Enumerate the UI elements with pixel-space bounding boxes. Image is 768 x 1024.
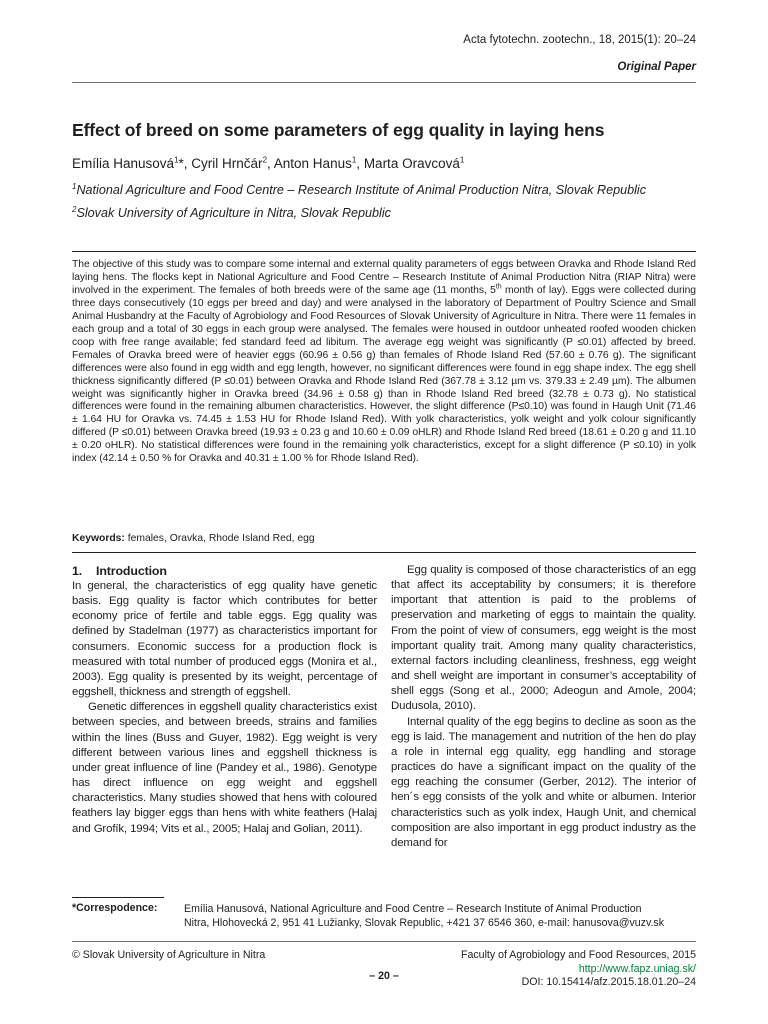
correspondence-line: Emília Hanusová, National Agriculture and Food Centre – Research Institute of Animal Production bbox=[184, 903, 642, 915]
affiliation-sup: 1 bbox=[72, 181, 77, 191]
paragraph: Internal quality of the egg begins to decline as soon as the egg is laid. The management and nutrition of the hen do play a role in internal egg quality, egg handling and storage practices do have a significant impact on the quality of the egg reaching the consumer (Gerber, 2012). The interior of hen´s egg consists of the yolk and white or albumen. Interior characteristics such as yolk index, Haugh Unit, and chemical composition are also important in egg product industry as the demand for bbox=[391, 715, 696, 849]
author-affiliation-sup: 2 bbox=[262, 155, 268, 165]
author-name: Cyril Hrnčár bbox=[191, 156, 263, 171]
footer-divider bbox=[72, 941, 696, 942]
author-list: Emília Hanusová$^1$*, Cyril Hrnčár$^2$, Anton Hanus$^1$, Marta Oravcová$^1$ bbox=[72, 155, 465, 171]
corresponding-mark: * bbox=[178, 156, 184, 171]
affiliation-1 bbox=[72, 181, 646, 199]
keywords-text: females, Oravka, Rhode Island Red, egg bbox=[124, 533, 315, 544]
paragraph: Genetic differences in eggshell quality characteristics exist between species, and between breeds, strains and families within the lines (Buss and Guyer, 1982). Egg weight is very different between various lines and eggshell thickness is under great influence of line (Pandey et al., 1986). Genotype has direct influence on egg weight and eggshell characteristics. Many studies showed that hens with coloured feathers lay bigger eggs than hens with white feathers (Halaj and Grofík, 1994; Vits et al., 2005; Halaj and Golian, 2011). bbox=[72, 701, 377, 835]
page-number: – 20 – bbox=[369, 970, 399, 982]
footer-doi: DOI: 10.15414/afz.2015.18.01.20–24 bbox=[521, 976, 696, 989]
abstract bbox=[72, 259, 696, 466]
paragraph: In general, the characteristics of egg quality have genetic basis. Egg quality is factor which contributes for better economy price of fertile and table eggs. Egg quality was defined by Stadelman (1977) as characteristics important for consumers. Economic success for a production flock is measured with total number of produced eggs (Monira et al., 2003). Egg quality is presented by its weight, percentage of eggshell, thickness and strength of eggshell. bbox=[72, 580, 377, 699]
author-affiliation-sup: 1 bbox=[174, 155, 179, 165]
correspondence-divider bbox=[72, 897, 164, 898]
affiliation-text: Slovak University of Agriculture in Nitra, Slovak Republic bbox=[76, 206, 391, 220]
footer-copyright: © Slovak University of Agriculture in Nitra bbox=[72, 949, 266, 961]
section-heading-introduction bbox=[72, 563, 377, 579]
author-name: Anton Hanus bbox=[273, 156, 352, 171]
abstract-text-part2: month of lay). Eggs were collected during three days consecutively (10 eggs per breed and day) and were analysed in the laboratory of Department of Poultry Science and Small Animal Husbandry at the Faculty of Agrobiology and Food Resources of Slovak University of Agriculture in Nitra. There were 11 females in each group and a total of 30 eggs in each group were analysed. The females were housed in outdoor unheated roofed wooden chicken coop with free range available; fed standard feed ad libitum. The average egg weight was significantly (P ≤0.01) affected by breed. Females of Oravka breed were of heavier eggs (60.96 ± 0.56 g) than females of Rhode Island Red (57.60 ± 0.76 g). The significant differences were also found in egg width and egg length, however, no significant differences were found in egg shape index. The egg shell thickness significantly differed (P ≤0.01) between Oravka and Rhode Island Red (367.78 ± 3.12 µm vs. 379.33 ± 2.49 µm). The albumen weight was significantly higher in Oravka breed (34.96 ± 0.58 g) than in Rhode Island Red breed (32.78 ± 0.73 g). No statistical differences were found in the remaining albumen characteristics. However, the slight difference (P≤0.10) was found in Haugh Unit (71.46 ± 1.64 HU for Oravka vs. 74.45 ± 1.53 HU for Rhode Island Red). With yolk characteristics, yolk weight and yolk colour significantly differed (P ≤0.01) between Oravka breed (19.93 ± 0.23 g and 10.60 ± 0.09 oHLR) and Rhode Island Red breed (18.61 ± 0.20 g and 11.10 ± 0.20 oHLR). No statistical differences were found in the remaining yolk characteristics, except for a slight difference (P ≤0.10) in yolk index (42.14 ± 0.50 % for Oravka and 40.31 ± 1.00 % for Rhode Island Red). bbox=[72, 284, 696, 465]
author-name: Marta Oravcová bbox=[363, 156, 460, 171]
header-divider bbox=[72, 82, 696, 83]
keywords bbox=[72, 532, 696, 545]
body-column-right bbox=[391, 563, 696, 851]
author-affiliation-sup: 1 bbox=[351, 155, 357, 165]
paper-title: Effect of breed on some parameters of egg quality in laying hens bbox=[72, 120, 605, 140]
affiliation-text: National Agriculture and Food Centre – Research Institute of Animal Production Nitra, Slovak Republic bbox=[76, 183, 647, 197]
footer-faculty: Faculty of Agrobiology and Food Resources, 2015 bbox=[461, 949, 696, 961]
keywords-label: Keywords: bbox=[72, 533, 125, 544]
correspondence-text bbox=[184, 902, 696, 931]
correspondence-label: *Correspodence: bbox=[72, 902, 158, 914]
keywords-divider bbox=[72, 552, 696, 553]
footer-url-link[interactable]: http://www.fapz.uniag.sk/ bbox=[578, 962, 696, 975]
section-number: 1. bbox=[72, 564, 83, 578]
journal-reference: Acta fytotechn. zootechn., 18, 2015(1): 20–24 bbox=[463, 34, 696, 46]
section-title: Introduction bbox=[96, 564, 167, 578]
paragraph: Egg quality is composed of those characteristics of an egg that affect its acceptability by consumers; it is therefore important that attention is paid to the problems of preservation and marketing of eggs to maintain the quality. From the point of view of consumers, egg weight is the most important quality trait. Among many quality characteristics, external factors including cleanliness, freshness, egg weight and shell weight are important in consumer’s acceptability of shell eggs (Song et al., 2000; Adeogun and Amole, 2004; Dudusola, 2010). bbox=[391, 564, 696, 713]
abstract-text-part1: The objective of this study was to compare some internal and external quality parameters of eggs between Oravka and Rhode Island Red laying hens. The flocks kept in National Agriculture and Food Centre – Research Institute of Animal Production Nitra (RIAP Nitra) were involved in the experiment. The females of both breeds were of the same age (11 months, 5 bbox=[72, 259, 696, 296]
author-name: Emília Hanusová bbox=[72, 156, 175, 171]
affiliation-2 bbox=[72, 204, 391, 222]
article-type: Original Paper bbox=[617, 61, 696, 73]
correspondence-line: Nitra, Hlohovecká 2, 951 41 Lužianky, Slovak Republic, +421 37 6546 360, e-mail: hanusova@vuzv.sk bbox=[184, 917, 664, 930]
affiliation-sup: 2 bbox=[72, 204, 77, 214]
author-affiliation-sup: 1 bbox=[459, 155, 465, 165]
body-column-left bbox=[72, 563, 377, 837]
abstract-ordinal-sup: th bbox=[495, 283, 502, 291]
abstract-top-divider bbox=[72, 251, 696, 252]
